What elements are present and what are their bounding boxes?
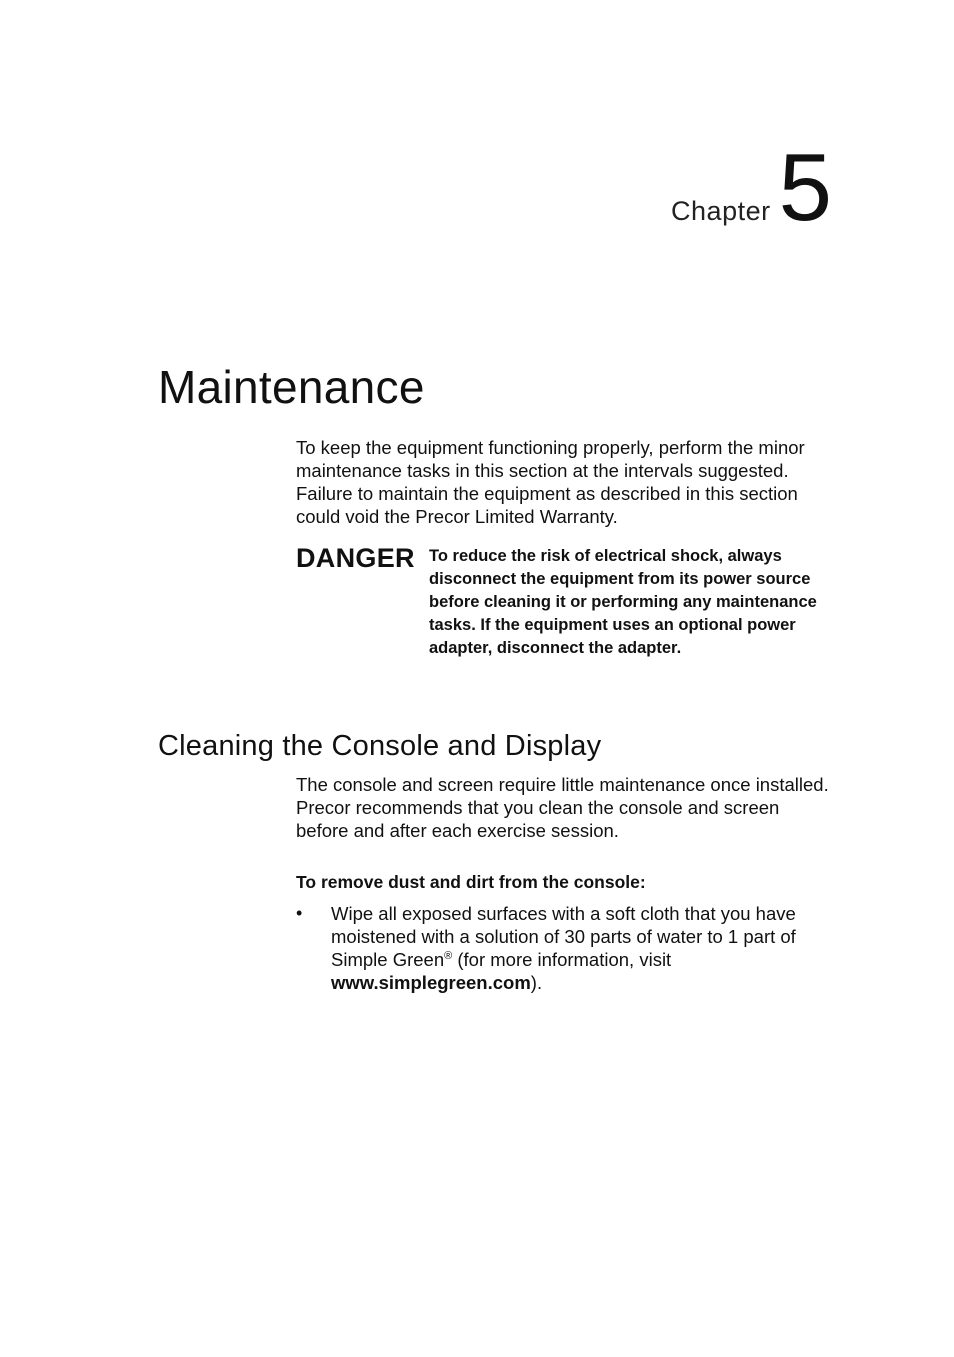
bullet-text-after: ).: [530, 972, 543, 993]
procedure-heading: To remove dust and dirt from the console:: [296, 872, 646, 892]
intro-paragraph: To keep the equipment functioning properly, perform the minor maintenance tasks in this section at the intervals suggested. Failure to maintain the equipment as described in this section could void the Precor Limited Warranty.: [296, 437, 805, 527]
list-item: [296, 902, 836, 994]
section-heading: Cleaning the Console and Display: [158, 730, 602, 762]
chapter-header: [671, 134, 832, 241]
bullet-text-middle: (for more information, visit: [452, 949, 672, 970]
registered-mark: ®: [444, 949, 453, 962]
list-item-text: [331, 902, 836, 994]
danger-text: To reduce the risk of electrical shock, always disconnect the equipment from its power source before cleaning it or performing any maintenance tasks. If the equipment uses an optional power adapter, disconnect the adapter.: [429, 547, 817, 657]
danger-label: DANGER: [296, 543, 415, 573]
page-title: Maintenance: [158, 361, 425, 413]
danger-notice: [296, 542, 836, 660]
bullet-icon: •: [296, 903, 303, 923]
chapter-number: 5: [778, 134, 832, 241]
website-link[interactable]: www.simplegreen.com: [331, 972, 531, 993]
procedure-list: [296, 902, 836, 994]
chapter-label: Chapter: [671, 196, 771, 226]
section-paragraph: The console and screen require little maintenance once installed. Precor recommends that you clean the console and screen before and after each exercise session.: [296, 774, 829, 841]
bullet-text-before: Wipe all exposed surfaces with a soft cloth that you have moistened with a solution of 30 parts of water to 1 part of Simple Green: [331, 903, 796, 970]
